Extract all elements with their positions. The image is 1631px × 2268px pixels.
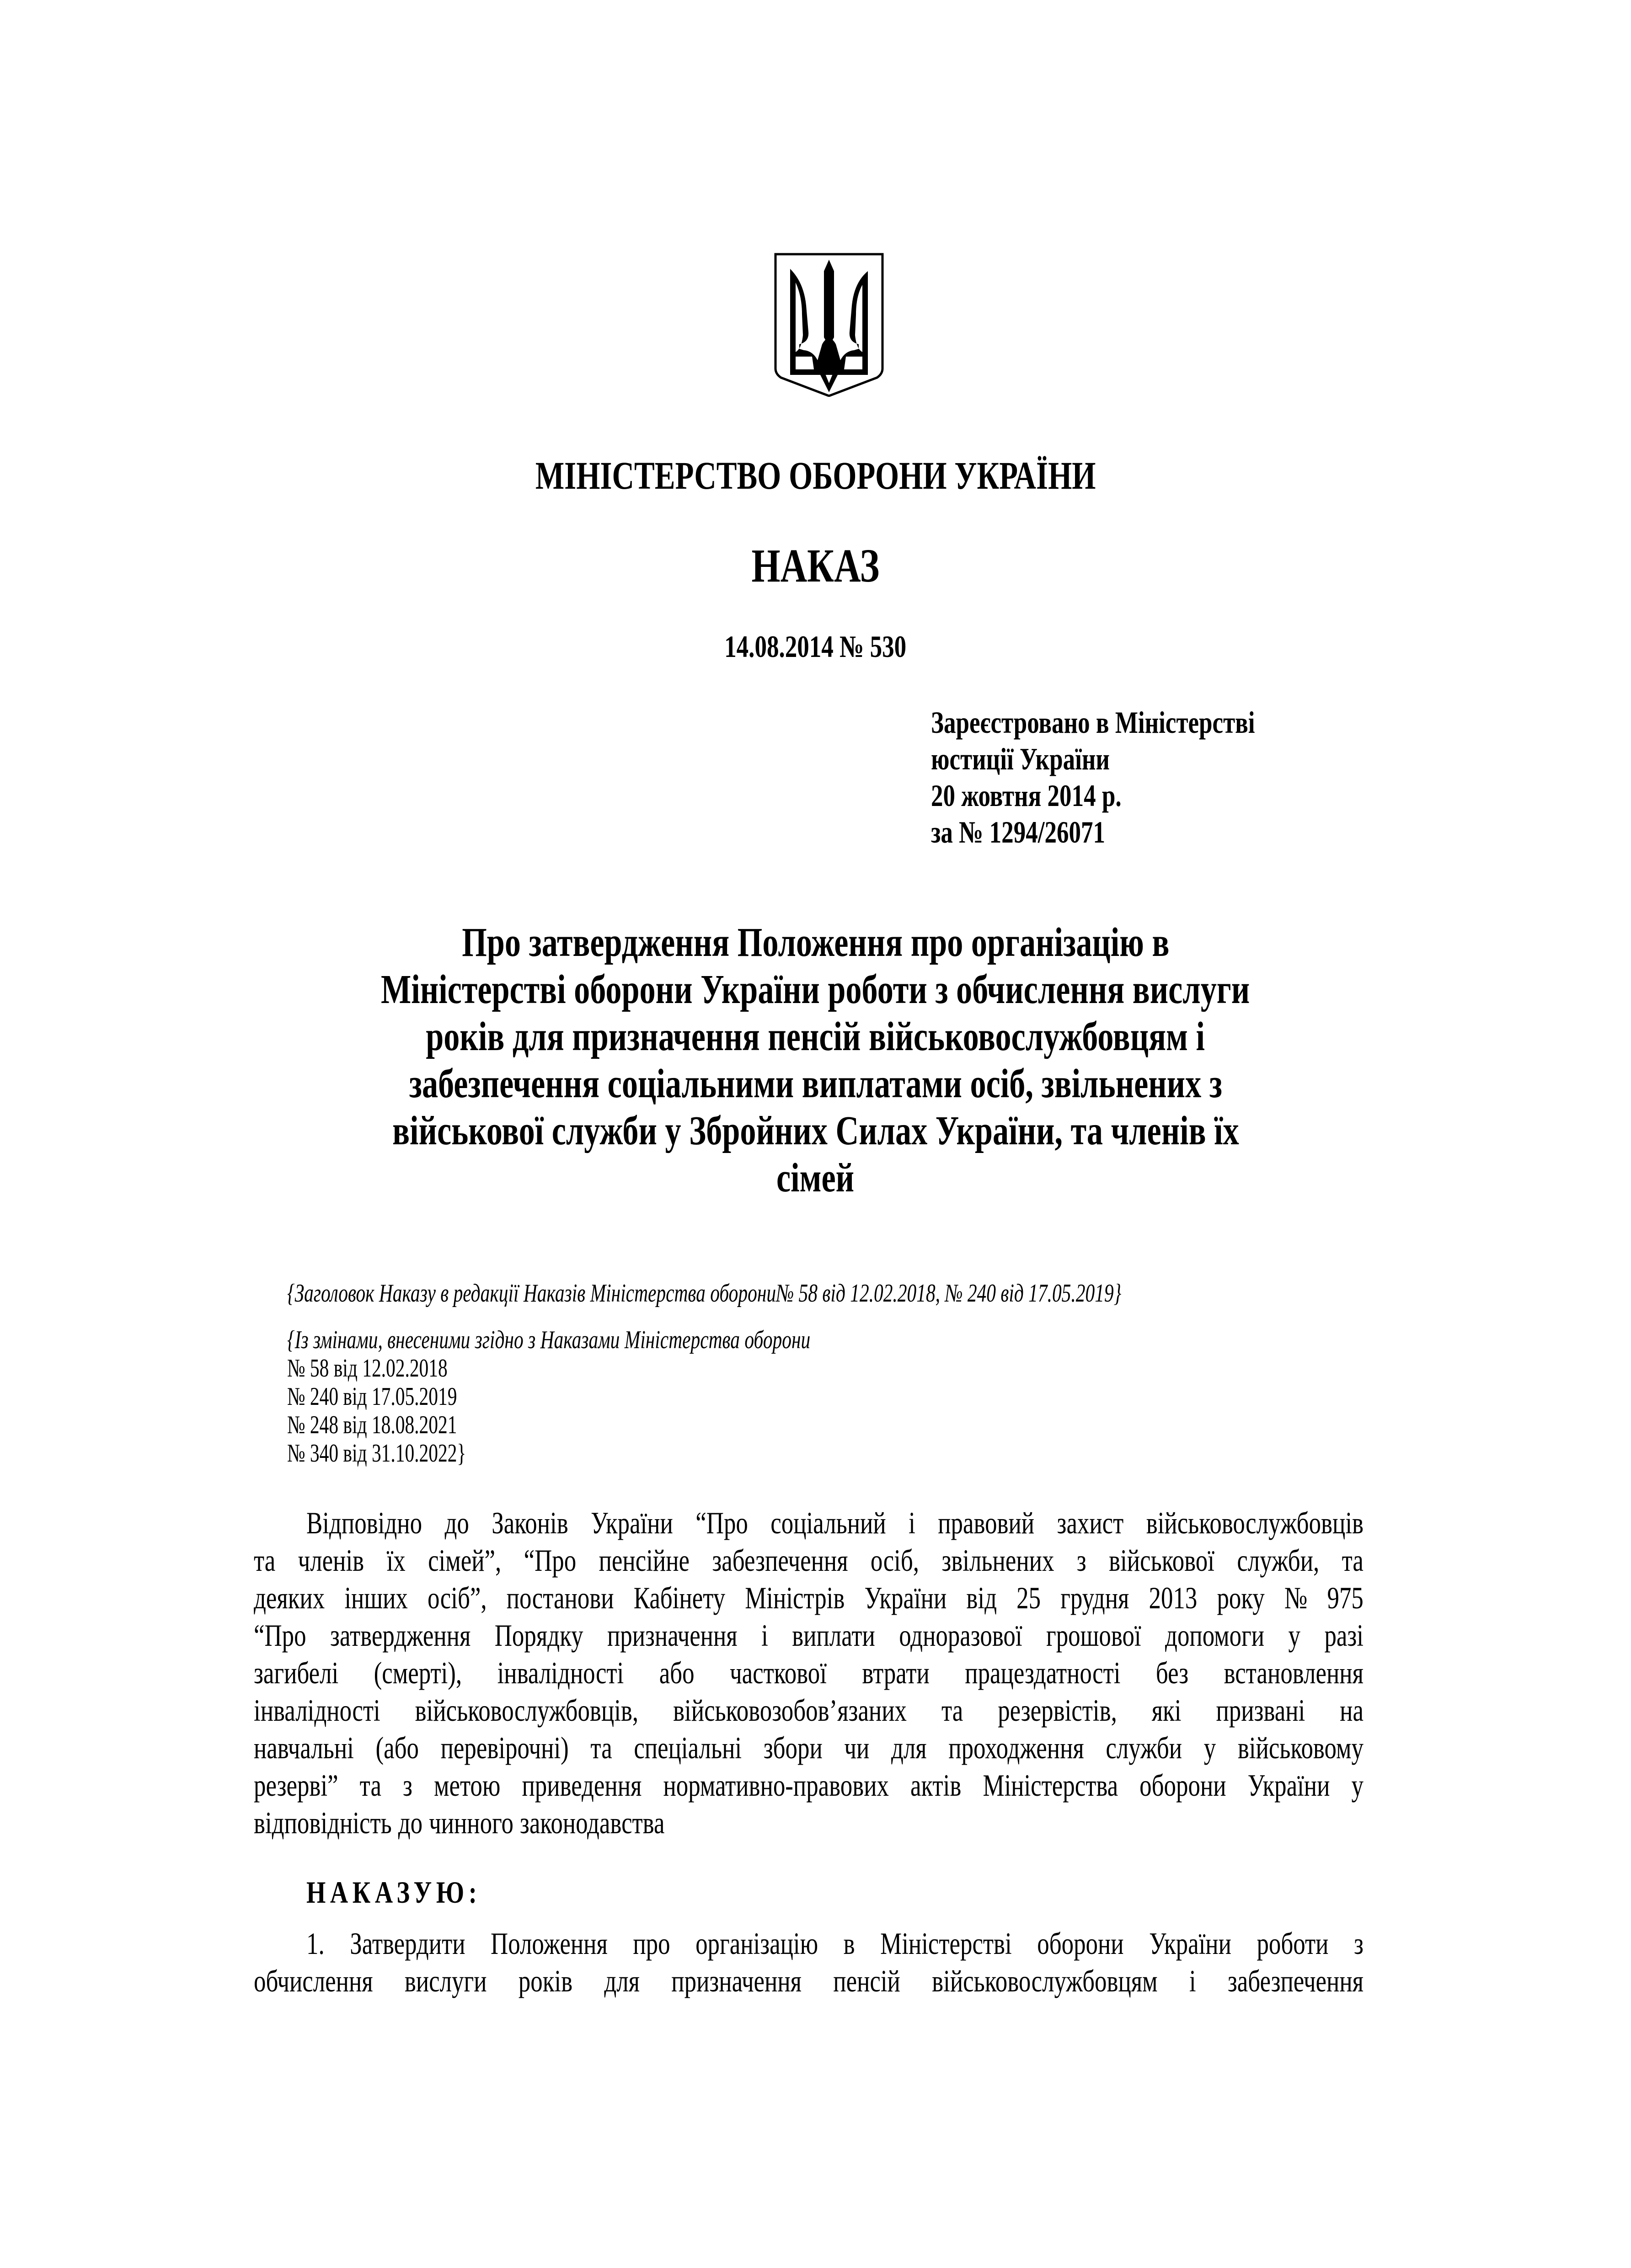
word: Затвердити [350, 1926, 465, 1961]
preamble-paragraph [254, 1504, 1364, 1841]
amendment-link[interactable]: № 248 від 18.08.2021 [287, 1411, 457, 1439]
order-heading: НАКАЗУЮ: [306, 1875, 481, 1910]
word: членів [298, 1543, 364, 1578]
document-title [0, 919, 1631, 1201]
word: допомоги [1165, 1618, 1265, 1653]
word: метою [434, 1768, 501, 1803]
word: (або [375, 1730, 419, 1765]
word: перевірочні) [440, 1730, 569, 1765]
text-line [254, 1692, 1364, 1729]
word: про [633, 1926, 670, 1961]
word: 2013 [1149, 1580, 1198, 1615]
word: призвані [1216, 1693, 1305, 1728]
word: Законів [492, 1505, 568, 1540]
amendments-intro: {Із змінами, внесеними згідно з Наказами Міністерства оборони [287, 1326, 811, 1354]
word: постанови [506, 1580, 614, 1615]
title-line: забезпечення соціальними виплатами осіб, звільнених з [409, 1061, 1222, 1106]
word: їх [386, 1543, 406, 1578]
word: військовослужбовцям [932, 1964, 1158, 1998]
title-line: сімей [776, 1155, 855, 1201]
word: України [1247, 1768, 1330, 1803]
word: у [1351, 1768, 1364, 1803]
word: призначення [671, 1964, 802, 1998]
word: Міністерства [983, 1768, 1118, 1803]
word: осіб”, [428, 1580, 487, 1615]
word: Міністерстві [880, 1926, 1012, 1961]
word: грошової [1046, 1618, 1141, 1653]
title-line: Міністерстві оборони України роботи з обчислення вислуги [381, 967, 1250, 1012]
word: (смерті), [374, 1655, 462, 1690]
word: України [864, 1580, 947, 1615]
word: та [1342, 1543, 1364, 1578]
word: чинного [429, 1805, 513, 1840]
document-type-heading: НАКАЗ [751, 539, 880, 592]
word: вислуги [404, 1964, 487, 1998]
word: на [1340, 1693, 1364, 1728]
word: втрати [862, 1655, 930, 1690]
word: інших [344, 1580, 408, 1615]
title-line: Про затвердження Положення про організацію в [461, 920, 1170, 965]
word: до [444, 1505, 469, 1540]
amendments-note [287, 1326, 994, 1468]
order-item-1 [254, 1925, 1364, 2000]
word: грудня [1060, 1580, 1129, 1615]
word: “Про [695, 1505, 748, 1540]
word: Порядку [494, 1618, 583, 1653]
word: які [1151, 1693, 1182, 1728]
word: деяких [254, 1580, 325, 1615]
word: оборони [1037, 1926, 1124, 1961]
word: років [518, 1964, 573, 1998]
word: військовозобов’язаних [673, 1693, 907, 1728]
word: спеціальні [634, 1730, 742, 1765]
word: для [891, 1730, 927, 1765]
word: соціальний [770, 1505, 886, 1540]
word: 1. [306, 1926, 325, 1961]
word: 975 [1327, 1580, 1364, 1615]
title-revision-note: {Заголовок Наказу в редакції Наказів Міністерства оборони№ 58 від 12.02.2018, № 240 від 17.05.2019} [287, 1279, 1122, 1307]
title-line: років для призначення пенсій військовослужбовцям і [426, 1014, 1205, 1059]
word: до [398, 1805, 423, 1840]
word: України [1149, 1926, 1231, 1961]
word: працездатності [965, 1655, 1121, 1690]
word: забезпечення [712, 1543, 848, 1578]
text-line [254, 1962, 1364, 2000]
word: одноразової [899, 1618, 1022, 1653]
word: забезпечення [1227, 1964, 1364, 1998]
word: встановлення [1224, 1655, 1364, 1690]
text-line [254, 1617, 1364, 1654]
word: в [843, 1926, 855, 1961]
word: призначення [607, 1618, 738, 1653]
word: роботи [1257, 1926, 1329, 1961]
word: України [591, 1505, 673, 1540]
word: для [604, 1964, 640, 1998]
amendment-link[interactable]: № 240 від 17.05.2019 [287, 1382, 457, 1411]
word: 25 [1016, 1580, 1041, 1615]
word: сімей”, [428, 1543, 502, 1578]
word: з [1076, 1543, 1086, 1578]
word: разі [1324, 1618, 1364, 1653]
word: Міністрів [745, 1580, 845, 1615]
word: актів [910, 1768, 962, 1803]
word: інвалідності [497, 1655, 624, 1690]
word: затвердження [330, 1618, 471, 1653]
word: року [1217, 1580, 1265, 1615]
word: організацію [695, 1926, 818, 1961]
word: у [1288, 1618, 1301, 1653]
trident-coat-of-arms-icon [772, 251, 886, 397]
word: та [359, 1768, 381, 1803]
word: військової [1109, 1543, 1214, 1578]
word: від [966, 1580, 997, 1615]
title-line: військової служби у Збройних Силах України, та членів їх [392, 1108, 1239, 1153]
word: з [1353, 1926, 1364, 1961]
word: Положення [491, 1926, 608, 1961]
word: пенсійне [599, 1543, 690, 1578]
registration-line: за № 1294/26071 [931, 815, 1106, 849]
word: пенсій [833, 1964, 900, 1998]
text-line [254, 1579, 1364, 1617]
word: або [659, 1655, 695, 1690]
word: Кабінету [633, 1580, 726, 1615]
word: і [761, 1618, 768, 1653]
word: часткової [730, 1655, 827, 1690]
word: приведення [522, 1768, 642, 1803]
word: “Про [524, 1543, 577, 1578]
word: нормативно-правових [663, 1768, 889, 1803]
word: обчислення [254, 1964, 373, 1998]
word: захист [1057, 1505, 1124, 1540]
registration-line: юстиції України [931, 742, 1110, 776]
text-line [254, 1654, 1364, 1692]
word: № [1284, 1580, 1308, 1615]
word: виплати [792, 1618, 875, 1653]
word: військовослужбовців, [415, 1693, 639, 1728]
word: резерві” [254, 1768, 338, 1803]
text-line [254, 1542, 1364, 1579]
word: у [1203, 1730, 1216, 1765]
word: оборони [1139, 1768, 1226, 1803]
text-line [254, 1729, 1364, 1766]
word: інвалідності [254, 1693, 380, 1728]
word: і [909, 1505, 915, 1540]
word: правовий [938, 1505, 1035, 1540]
word: та [941, 1693, 963, 1728]
word: служби [1106, 1730, 1182, 1765]
word: військовослужбовців [1146, 1505, 1364, 1540]
text-line [254, 1925, 1364, 1962]
word: чи [844, 1730, 870, 1765]
word: навчальні [254, 1730, 354, 1765]
registration-line: Зареєстровано в Міністерстві [931, 705, 1255, 740]
word: проходження [948, 1730, 1084, 1765]
word: Відповідно [306, 1505, 422, 1540]
word: резервістів, [998, 1693, 1117, 1728]
ministry-name: МІНІСТЕРСТВО ОБОРОНИ УКРАЇНИ [535, 454, 1096, 497]
text-line [254, 1804, 1364, 1841]
word: та [590, 1730, 612, 1765]
registration-stamp [931, 704, 1346, 850]
amendment-link[interactable]: № 58 від 12.02.2018 [287, 1354, 448, 1382]
word: збори [763, 1730, 823, 1765]
word: загибелі [254, 1655, 339, 1690]
word: осіб, [870, 1543, 920, 1578]
word: без [1155, 1655, 1189, 1690]
text-line [254, 1504, 1364, 1542]
word: служби, [1237, 1543, 1320, 1578]
order-date-number: 14.08.2014 № 530 [724, 629, 907, 664]
text-line [254, 1766, 1364, 1804]
word: законодавства [519, 1805, 665, 1840]
amendment-link[interactable]: № 340 від 31.10.2022} [287, 1439, 466, 1468]
word: з [403, 1768, 412, 1803]
word: та [254, 1543, 276, 1578]
word: звільнених [941, 1543, 1054, 1578]
word: “Про [254, 1618, 306, 1653]
word: відповідність [254, 1805, 392, 1840]
registration-line: 20 жовтня 2014 р. [931, 778, 1122, 813]
word: і [1189, 1964, 1196, 1998]
word: військовому [1237, 1730, 1364, 1765]
